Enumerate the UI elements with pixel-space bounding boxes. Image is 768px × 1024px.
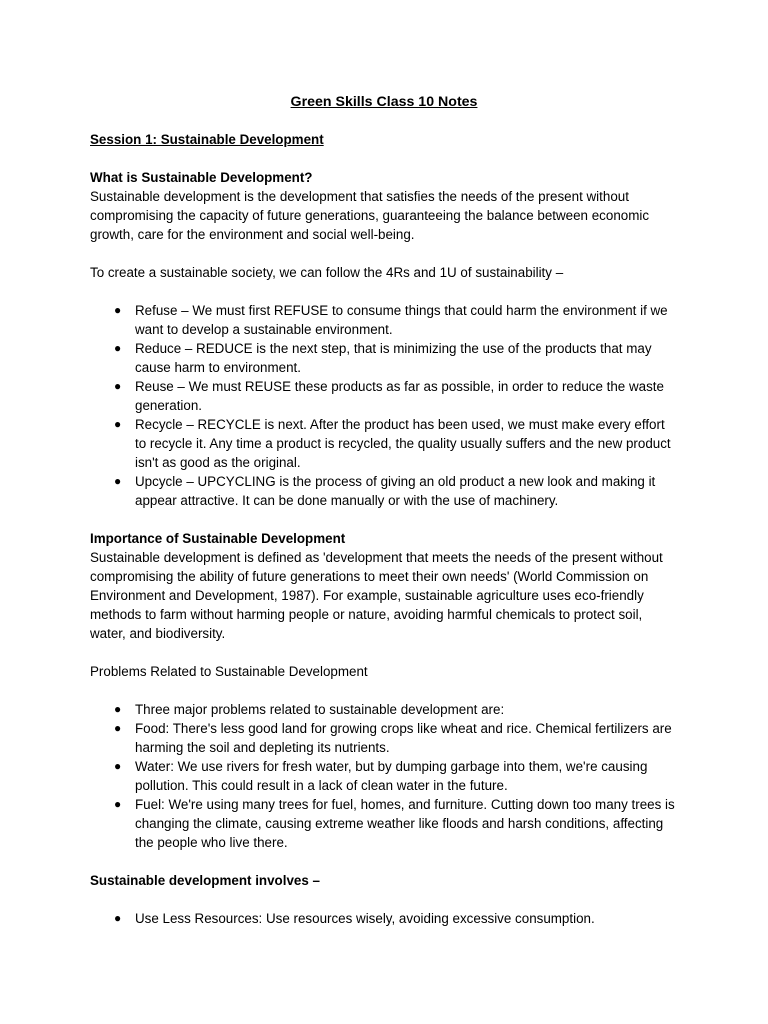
section-heading-problems: Problems Related to Sustainable Development: [90, 664, 368, 679]
spacer: [90, 244, 678, 263]
list-item-text: Three major problems related to sustainable development are:: [135, 702, 505, 717]
session-title: Session 1: Sustainable Development: [90, 132, 324, 147]
bullet-icon: ●: [114, 303, 122, 317]
list-item: [90, 415, 678, 472]
list-item: [90, 301, 678, 339]
list-4rs-1u: [90, 301, 678, 510]
bullet-icon: ●: [114, 474, 122, 488]
spacer: [90, 890, 678, 909]
section-heading-what-is-sd: What is Sustainable Development?: [90, 170, 313, 185]
spacer: [90, 282, 678, 301]
list-item: [90, 909, 678, 928]
spacer: [90, 852, 678, 871]
bullet-icon: ●: [114, 702, 122, 716]
list-item-text: Water: We use rivers for fresh water, but by dumping garbage into them, we're causing pollution. This could result in a lack of clean water in the future.: [135, 759, 648, 793]
spacer: [90, 510, 678, 529]
section-heading-importance: Importance of Sustainable Development: [90, 531, 346, 546]
spacer: [90, 681, 678, 700]
bullet-icon: ●: [114, 759, 122, 773]
document-title: Green Skills Class 10 Notes: [290, 94, 478, 110]
list-item-text: Refuse – We must first REFUSE to consume things that could harm the environment if we want to develop a sustainable environment.: [135, 303, 668, 337]
section-paragraph-importance: Sustainable development is defined as 'development that meets the needs of the present without compromising the ability of future generations to meet their own needs' (World Commission on Environment and Development, 1987). For example, sustainable agriculture uses eco-friendly methods to farm without harming people or nature, avoiding harmful chemicals to protect soil, water, and biodiversity.: [90, 550, 663, 641]
list-item-text: Food: There's less good land for growing crops like wheat and rice. Chemical fertilizers are harming the soil and depleting its nutrients.: [135, 721, 672, 755]
spacer: [90, 643, 678, 662]
section-intro-4rs: To create a sustainable society, we can follow the 4Rs and 1U of sustainability –: [90, 265, 564, 280]
list-item: [90, 757, 678, 795]
section-heading-involves: Sustainable development involves –: [90, 873, 320, 888]
bullet-icon: ●: [114, 417, 122, 431]
list-item-text: Upcycle – UPCYCLING is the process of giving an old product a new look and making it appear attractive. It can be done manually or with the use of machinery.: [135, 474, 656, 508]
list-item: [90, 795, 678, 852]
list-item-text: Reduce – REDUCE is the next step, that is minimizing the use of the products that may cause harm to environment.: [135, 341, 652, 375]
section-paragraph-definition: Sustainable development is the development that satisfies the needs of the present without compromising the capacity of future generations, guaranteeing the balance between economic growth, care for the environment and social well-being.: [90, 189, 650, 242]
list-problems: [90, 700, 678, 852]
list-item: [90, 700, 678, 719]
list-item: [90, 339, 678, 377]
bullet-icon: ●: [114, 721, 122, 735]
list-item: [90, 377, 678, 415]
list-item-text: Reuse – We must REUSE these products as far as possible, in order to reduce the waste generation.: [135, 379, 664, 413]
bullet-icon: ●: [114, 379, 122, 393]
list-item: [90, 719, 678, 757]
list-item-text: Use Less Resources: Use resources wisely, avoiding excessive consumption.: [135, 911, 595, 926]
bullet-icon: ●: [114, 341, 122, 355]
list-item-text: Fuel: We're using many trees for fuel, homes, and furniture. Cutting down too many trees is changing the climate, causing extreme weather like floods and harsh conditions, affecting the people who live there.: [135, 797, 675, 850]
list-item-text: Recycle – RECYCLE is next. After the product has been used, we must make every effort to recycle it. Any time a product is recycled, the quality usually suffers and the new product isn't as good as the original.: [135, 417, 671, 470]
list-item: [90, 472, 678, 510]
list-involves: [90, 909, 678, 928]
bullet-icon: ●: [114, 911, 122, 925]
spacer: [90, 149, 678, 168]
bullet-icon: ●: [114, 797, 122, 811]
